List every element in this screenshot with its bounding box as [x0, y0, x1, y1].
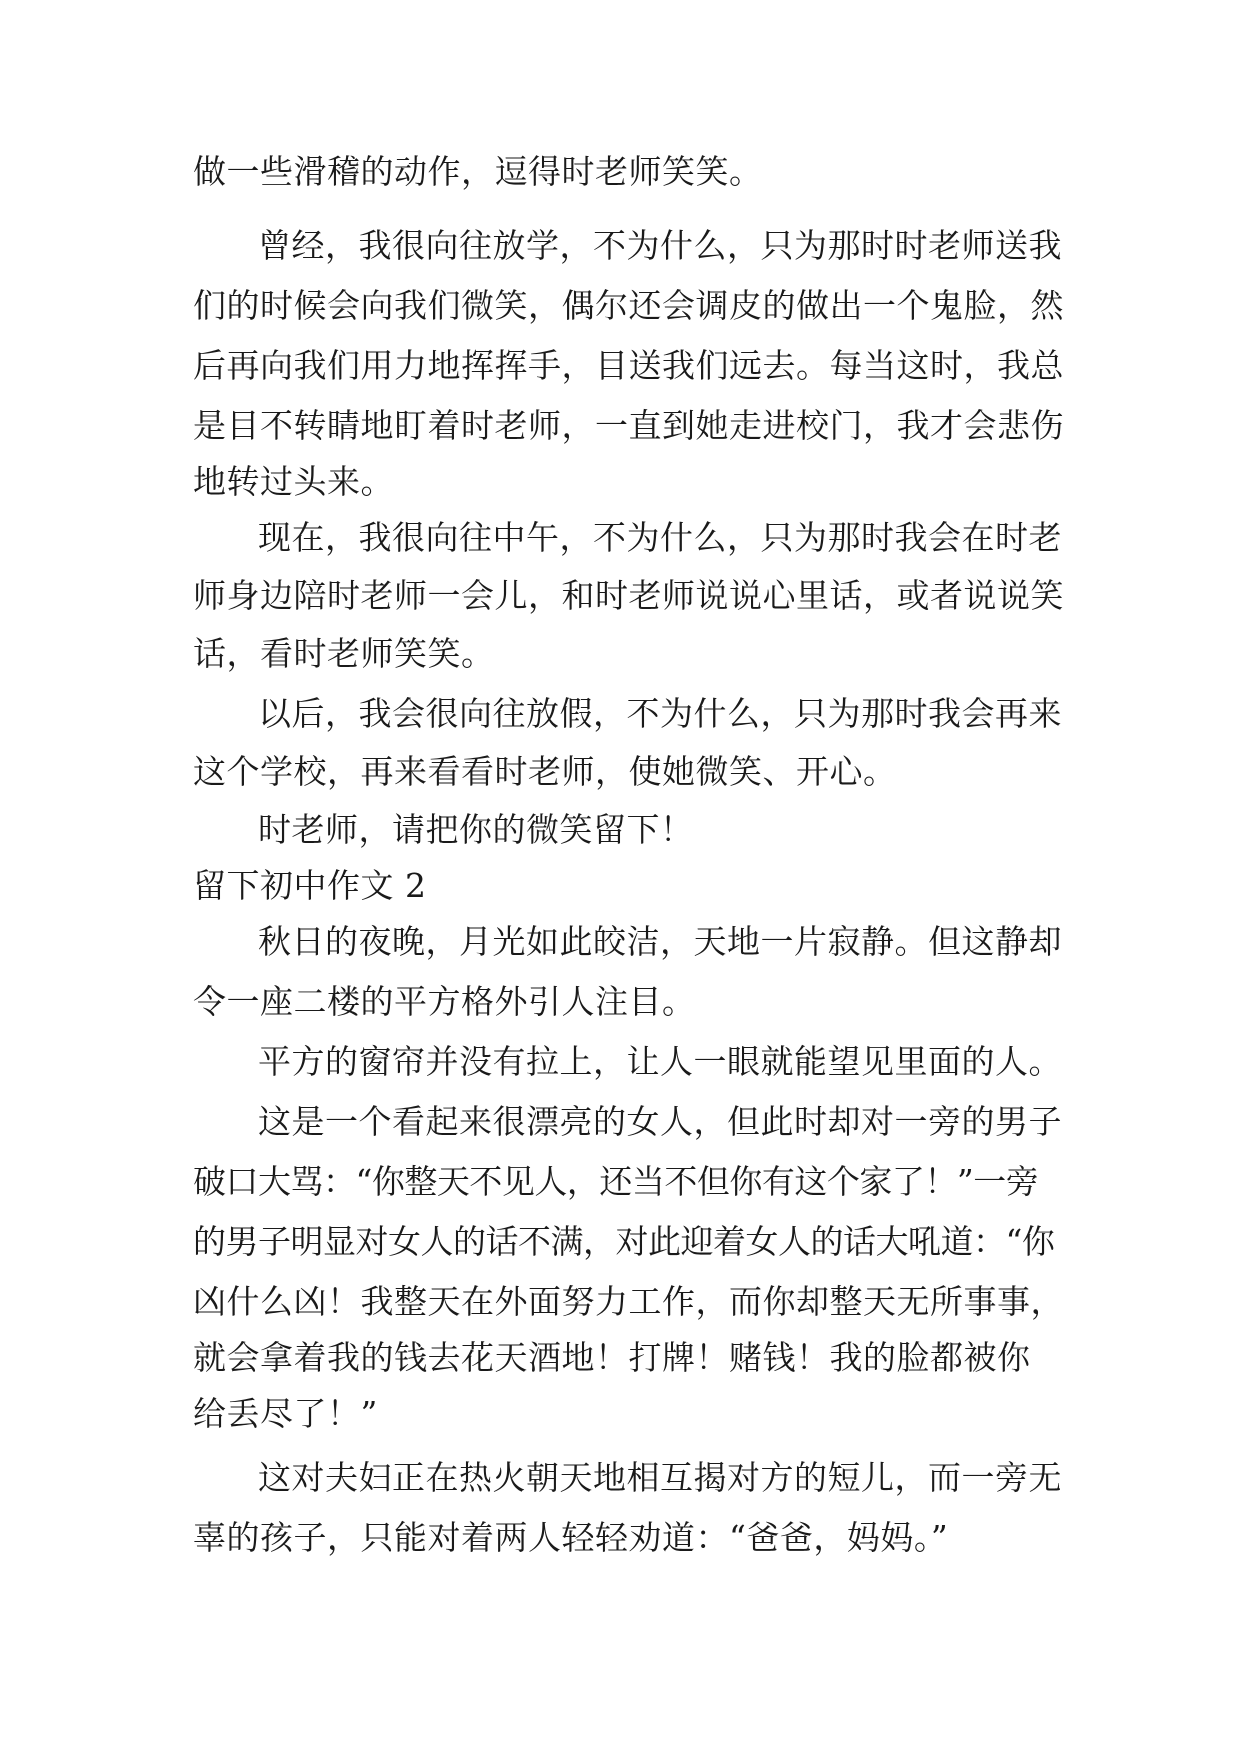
text-line: 以后，我会很向往放假，不为什么，只为那时我会再来: [258, 694, 1062, 733]
text-line: 现在，我很向往中午，不为什么，只为那时我会在时老: [258, 518, 1062, 557]
text-line: 后再向我们用力地挥挥手，目送我们远去。每当这时，我总: [193, 346, 1064, 385]
text-line: 就会拿着我的钱去花天酒地！打牌！赌钱！我的脸都被你: [193, 1338, 1031, 1377]
text-line: 们的时候会向我们微笑，偶尔还会调皮的做出一个鬼脸，然: [193, 286, 1064, 325]
text-line: 曾经，我很向往放学，不为什么，只为那时时老师送我: [258, 226, 1062, 265]
text-line: 这个学校，再来看看时老师，使她微笑、开心。: [193, 752, 897, 791]
text-line: 这是一个看起来很漂亮的女人，但此时却对一旁的男子: [258, 1102, 1062, 1141]
text-line: 给丢尽了！”: [193, 1394, 378, 1433]
text-line: 秋日的夜晚，月光如此皎洁，天地一片寂静。但这静却: [258, 922, 1062, 961]
text-line: 时老师，请把你的微笑留下！: [258, 810, 694, 849]
text-line: 地转过头来。: [193, 462, 394, 501]
text-line: 做一些滑稽的动作，逗得时老师笑笑。: [193, 152, 763, 191]
text-line: 平方的窗帘并没有拉上，让人一眼就能望见里面的人。: [258, 1042, 1062, 1081]
text-line: 的男子明显对女人的话不满，对此迎着女人的话大吼道：“你: [193, 1222, 1055, 1261]
text-line: 是目不转睛地盯着时老师，一直到她走进校门，我才会悲伤: [193, 406, 1064, 445]
text-line: 师身边陪时老师一会儿，和时老师说说心里话，或者说说笑: [193, 576, 1064, 615]
text-line: 令一座二楼的平方格外引人注目。: [193, 982, 696, 1021]
text-line: 辜的孩子，只能对着两人轻轻劝道：“爸爸，妈妈。”: [193, 1518, 949, 1557]
section-heading: 留下初中作文 2: [193, 866, 427, 905]
text-line: 这对夫妇正在热火朝天地相互揭对方的短儿，而一旁无: [258, 1458, 1062, 1497]
text-line: 凶什么凶！我整天在外面努力工作，而你却整天无所事事，: [193, 1282, 1064, 1321]
text-line: 破口大骂：“你整天不见人，还当不但你有这个家了！”一旁: [193, 1162, 1039, 1201]
text-line: 话，看时老师笑笑。: [193, 634, 495, 673]
